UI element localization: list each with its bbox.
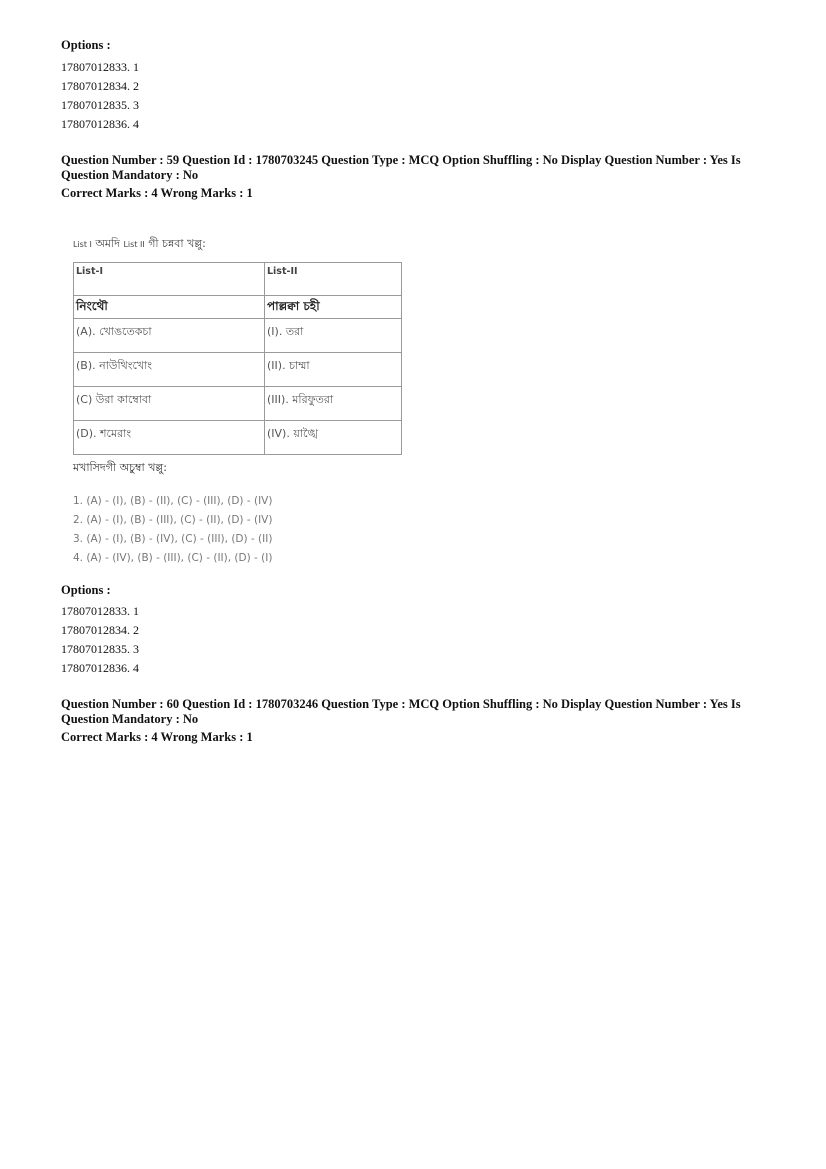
answer-choice: 4. (A) - (IV), (B) - (III), (C) - (II), (D) - (I) <box>73 552 273 564</box>
option-item: 17807012834. 2 <box>61 623 139 637</box>
table-cell: (I). তরা <box>265 319 402 353</box>
intro-text-b: গী চন্নবা খল্লু: <box>144 237 206 250</box>
match-table <box>73 262 402 455</box>
answer-choice: 3. (A) - (I), (B) - (IV), (C) - (III), (D) - (II) <box>73 533 273 545</box>
document-page <box>61 38 761 745</box>
answer-choice: 2. (A) - (I), (B) - (III), (C) - (II), (D) - (IV) <box>73 514 273 526</box>
option-item: 17807012835. 3 <box>61 98 139 112</box>
answer-choices <box>73 492 403 568</box>
table-cell: (A). খোঙতেকচা <box>74 319 265 353</box>
table-row <box>74 421 402 455</box>
marks-line: Correct Marks : 4 Wrong Marks : 1 <box>61 730 253 744</box>
table-row <box>74 387 402 421</box>
option-item: 17807012834. 2 <box>61 79 139 93</box>
option-item: 17807012836. 4 <box>61 661 139 675</box>
intro-list1: List I <box>73 240 92 249</box>
option-item: 17807012836. 4 <box>61 117 139 131</box>
table-cell: (IV). য়াঙ্খৈ <box>265 421 402 455</box>
intro-text-a: অমদি <box>91 237 124 250</box>
options-block-prev <box>61 38 761 134</box>
table-cell: (C) উরা কাম্বোবা <box>74 387 265 421</box>
option-item: 17807012833. 1 <box>61 604 139 618</box>
table-cell: (D). শমেরাং <box>74 421 265 455</box>
options-label: Options : <box>61 38 111 52</box>
option-item: 17807012833. 1 <box>61 60 139 74</box>
option-item: 17807012835. 3 <box>61 642 139 656</box>
answer-choice: 1. (A) - (I), (B) - (II), (C) - (III), (D) - (IV) <box>73 495 273 507</box>
question-image <box>73 237 403 567</box>
intro-list2: List II <box>123 240 145 249</box>
question-mandatory-line: Question Mandatory : No <box>61 712 199 726</box>
table-cell: (III). মরিফুতরা <box>265 387 402 421</box>
table-cell: (B). নাউথিংখোং <box>74 353 265 387</box>
table-row <box>74 353 402 387</box>
question-prompt: মখাসিদগী অচুম্বা খল্লু: <box>73 461 167 474</box>
col1-subheader: নিংথৌ <box>74 296 265 319</box>
options-block-59 <box>61 583 761 678</box>
question-meta-line: Question Number : 60 Question Id : 1780703246 Question Type : MCQ Option Shuffling : No Display Question Number : Yes Is <box>61 697 741 711</box>
table-cell: (II). চাম্মা <box>265 353 402 387</box>
col2-header: List-II <box>265 263 402 296</box>
question-intro <box>73 237 403 252</box>
question-mandatory-line: Question Mandatory : No <box>61 168 199 182</box>
question-header-60 <box>61 697 761 727</box>
col1-header: List-I <box>74 263 265 296</box>
marks-line: Correct Marks : 4 Wrong Marks : 1 <box>61 186 253 200</box>
question-header-59 <box>61 153 761 183</box>
question-meta-line: Question Number : 59 Question Id : 1780703245 Question Type : MCQ Option Shuffling : No Display Question Number : Yes Is <box>61 153 741 167</box>
options-label: Options : <box>61 583 111 597</box>
table-row <box>74 319 402 353</box>
col2-subheader: পাল্লক্বা চহী <box>265 296 402 319</box>
